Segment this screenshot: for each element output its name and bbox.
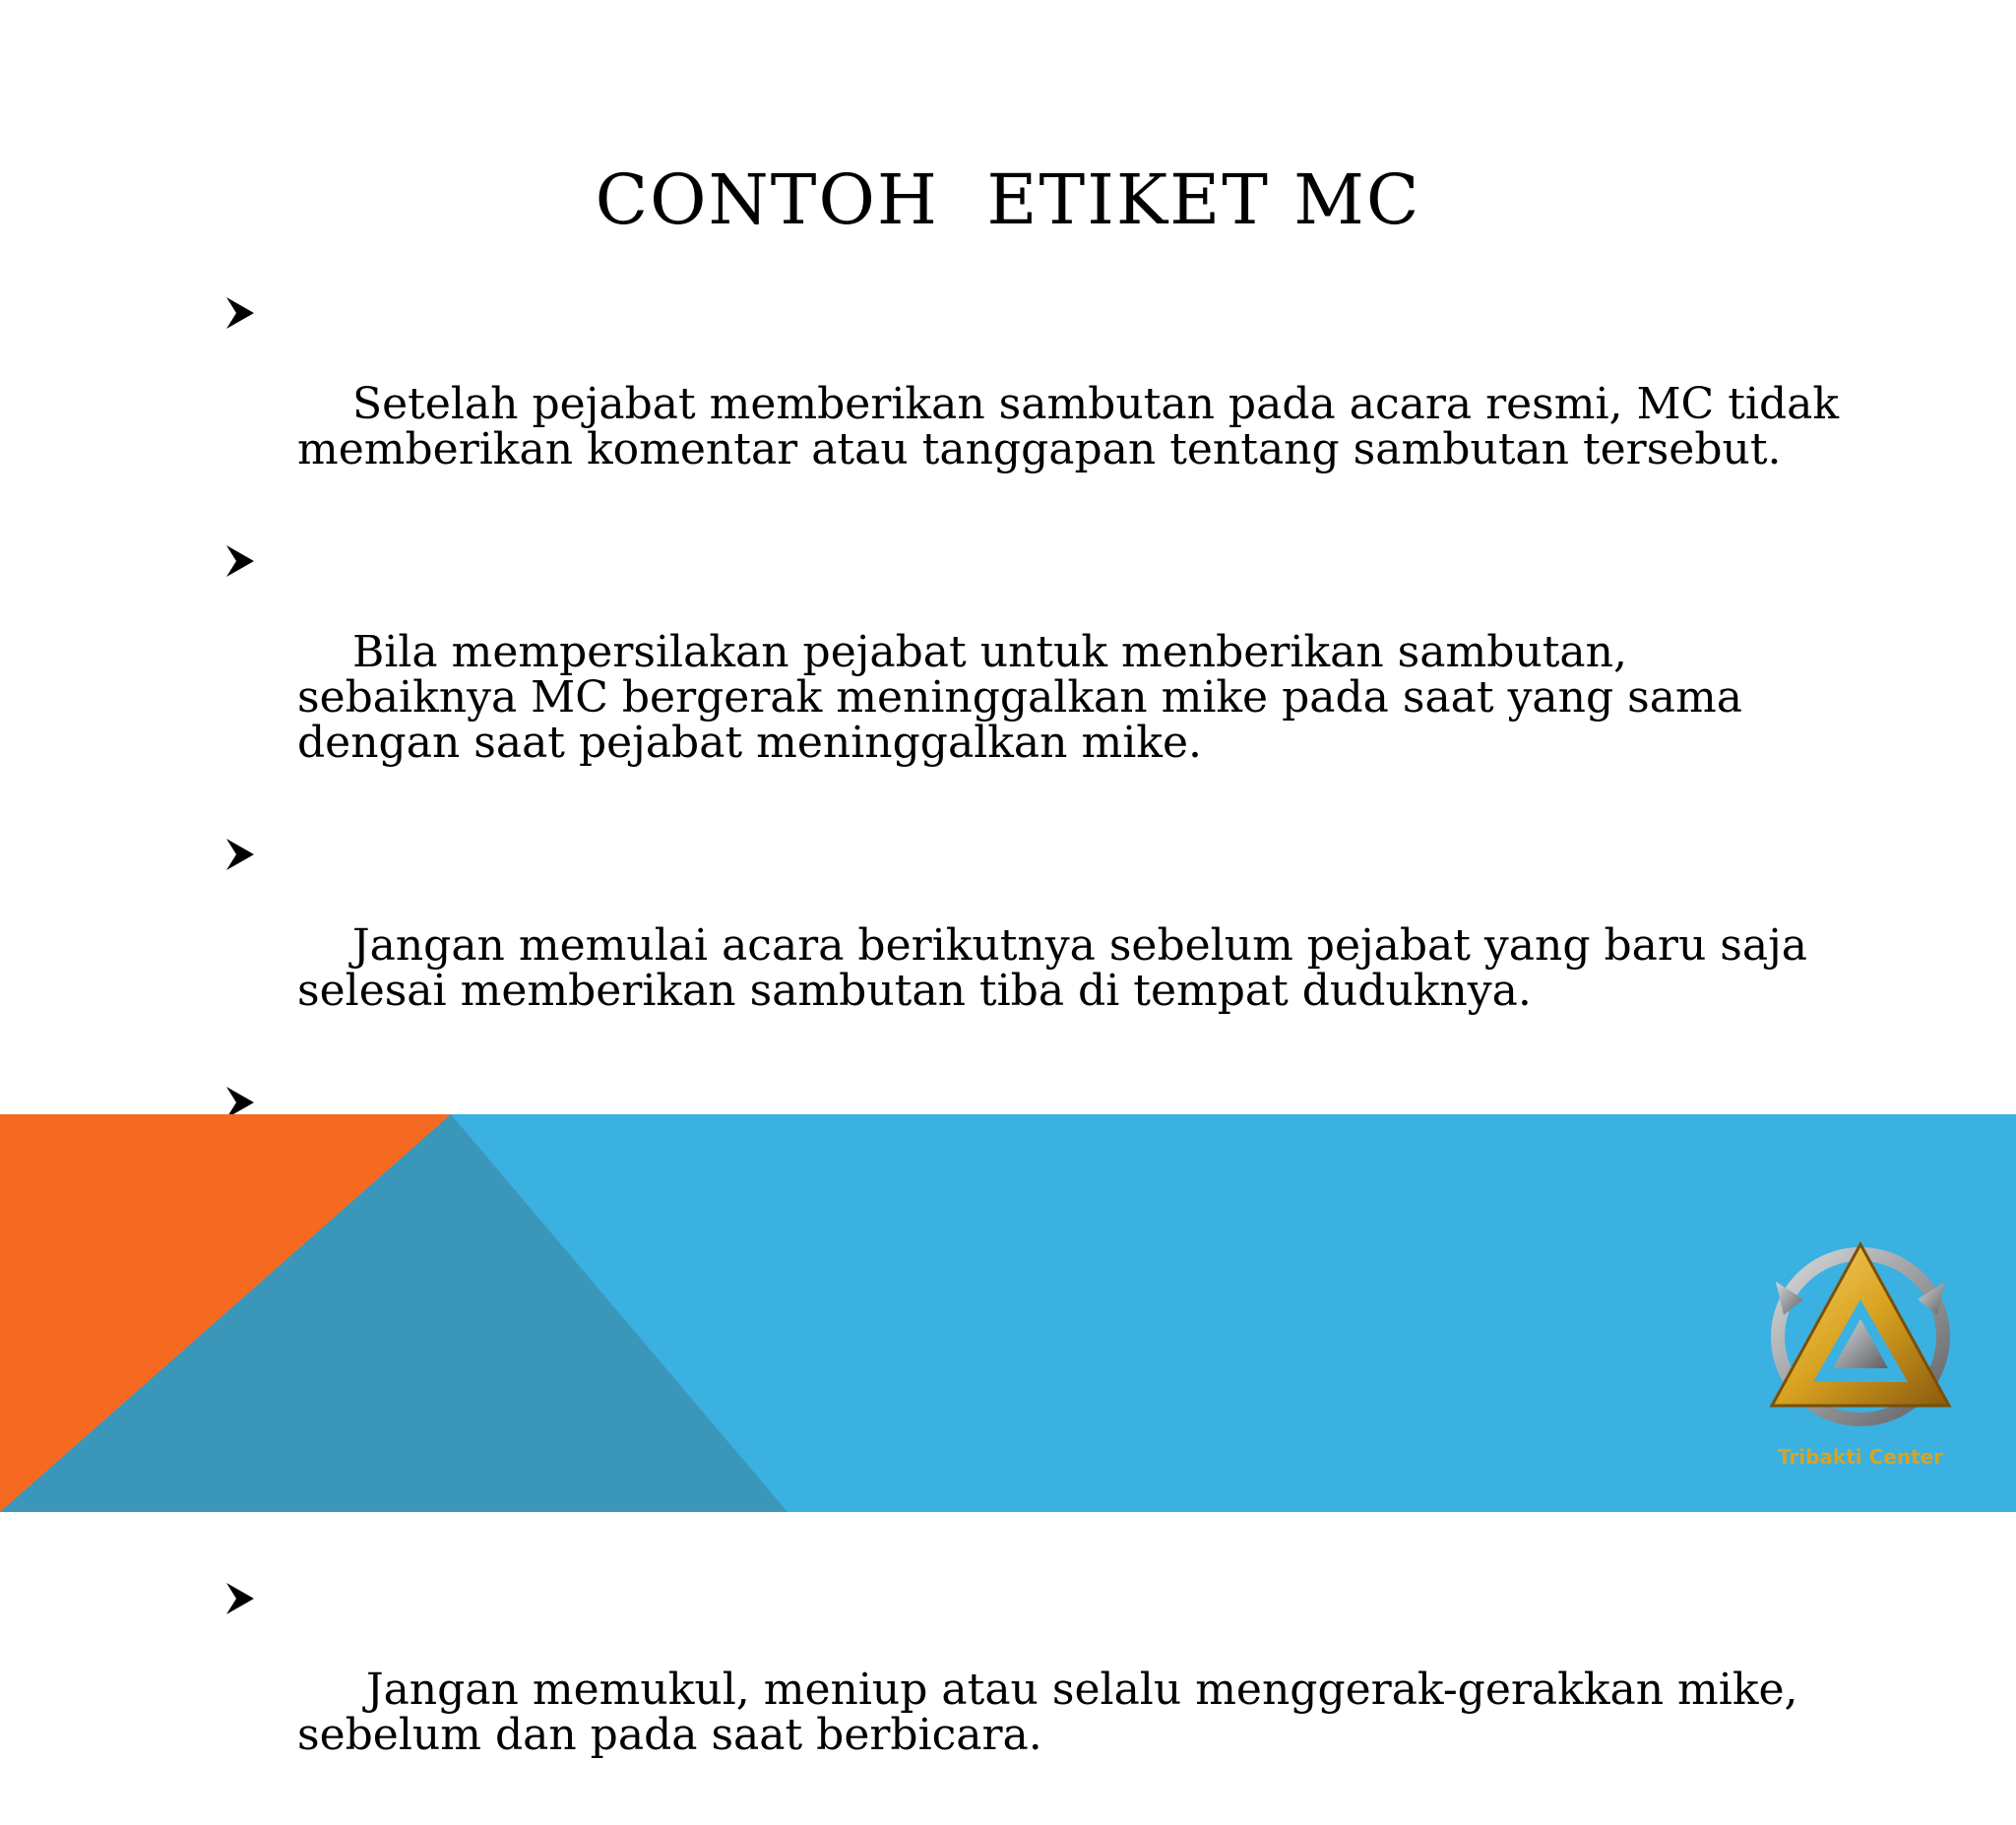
arrowhead-bullet-icon	[222, 293, 258, 333]
arrowhead-bullet-icon	[222, 835, 258, 874]
list-item	[222, 1577, 1857, 1803]
list-item	[222, 833, 1857, 1059]
arrowhead-bullet-icon	[222, 541, 258, 581]
slide-title: CONTOH ETIKET MC	[595, 159, 1421, 240]
list-item	[222, 539, 1857, 811]
bullet-text: Setelah pejabat memberikan sambutan pada acara resmi, MC tidak memberikan komentar atau tanggapan tentang sambutan tersebut.	[297, 379, 1854, 474]
arrowhead-bullet-icon	[222, 1579, 258, 1618]
list-item	[222, 291, 1857, 518]
footer-decoration	[0, 1114, 2016, 1512]
logo-caption: Tribakti Center	[1777, 1445, 1944, 1469]
bullet-text: Bila mempersilakan pejabat untuk menberikan sambutan, sebaiknya MC bergerak meninggalkan mike pada saat yang sama dengan saat pejabat meninggalkan mike.	[297, 627, 1756, 768]
tribakti-triangle-logo-icon	[1762, 1238, 1959, 1475]
bullet-list	[222, 291, 1857, 1825]
bullet-text: Jangan memukul, meniup atau selalu menggerak-gerakkan mike, sebelum dan pada saat berbicara.	[297, 1665, 1812, 1760]
bullet-text: Jangan memulai acara berikutnya sebelum pejabat yang baru saja selesai memberikan sambutan tiba di tempat duduknya.	[297, 920, 1821, 1016]
